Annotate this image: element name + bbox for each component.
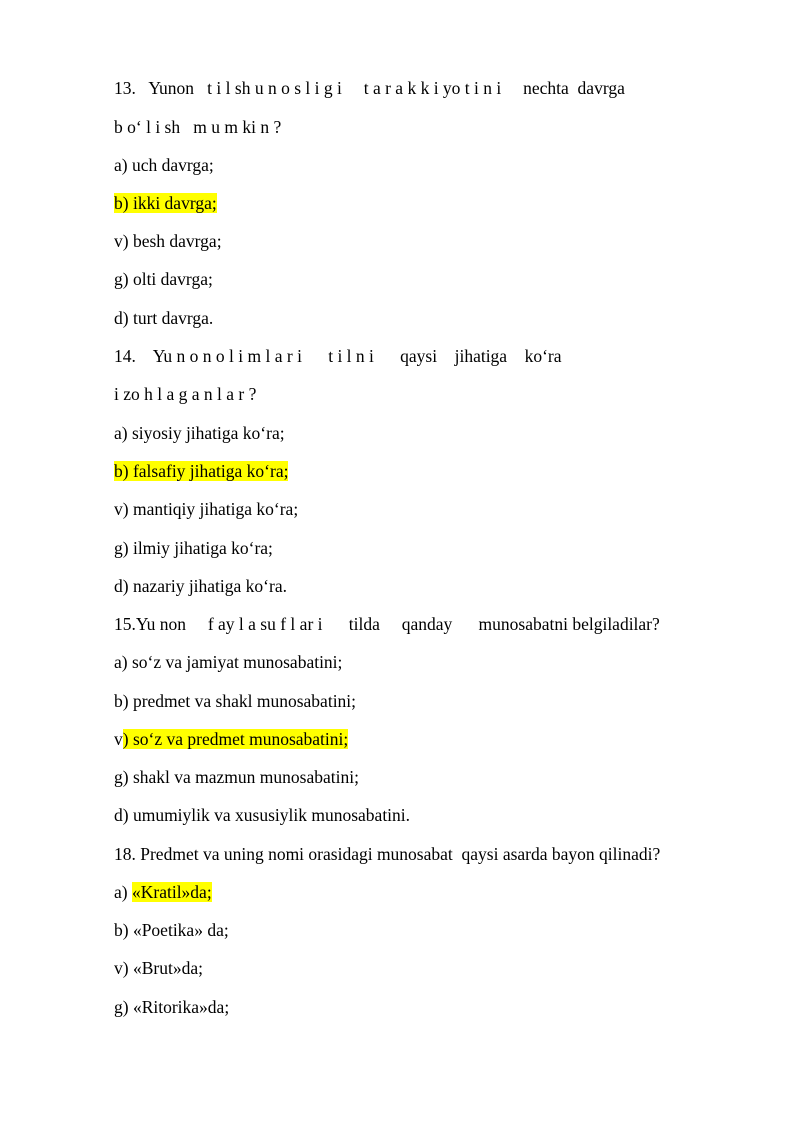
q14-option-v: v) mantiqiy jihatiga ko‘ra;	[114, 499, 299, 519]
q13-option-a: a) uch davrga;	[114, 155, 214, 175]
highlighted-answer: b) ikki davrga;	[114, 193, 217, 213]
option-prefix: v	[114, 729, 123, 749]
q13-option-v: v) besh davrga;	[114, 231, 222, 251]
q14-option-a: a) siyosiy jihatiga ko‘ra;	[114, 423, 285, 443]
q14-option-d: d) nazariy jihatiga ko‘ra.	[114, 576, 287, 596]
q18-option-g: g) «Ritorika»da;	[114, 997, 230, 1017]
q18-option-v: v) «Brut»da;	[114, 958, 203, 978]
q13-option-b-answer	[114, 192, 217, 214]
q18-option-a-answer	[114, 881, 212, 903]
question-15-line-1: 15.Yu non f ay l a su f l ar i tilda qanday munosabatni belgiladilar?	[114, 614, 660, 634]
q15-option-d: d) umumiylik va xususiylik munosabatini.	[114, 805, 411, 825]
q14-option-g: g) ilmiy jihatiga ko‘ra;	[114, 538, 273, 558]
highlighted-answer: ) so‘z va predmet munosabatini;	[122, 729, 349, 749]
question-18-line-1: 18. Predmet va uning nomi orasidagi munosabat qaysi asarda bayon qilinadi?	[114, 844, 661, 864]
highlighted-answer: «Kratil»da;	[131, 882, 212, 902]
option-prefix: a)	[114, 882, 132, 902]
q14-option-b-answer	[114, 460, 288, 482]
q13-option-d: d) turt davrga.	[114, 308, 214, 328]
q13-option-g: g) olti davrga;	[114, 269, 213, 289]
q15-option-v-answer	[114, 728, 348, 750]
question-13-line-1: 13. Yunon t i l sh u n o s l i g i t a r a k k i yo t i n i nechta davrga	[114, 78, 625, 98]
question-14-line-2: i zo h l a g a n l a r ?	[114, 384, 257, 404]
q18-option-b: b) «Poetika» da;	[114, 920, 229, 940]
q15-option-a: a) so‘z va jamiyat munosabatini;	[114, 652, 343, 672]
q15-option-b: b) predmet va shakl munosabatini;	[114, 691, 357, 711]
question-14-line-1: 14. Yu n o n o l i m l a r i t i l n i qaysi jihatiga ko‘ra	[114, 346, 562, 366]
q15-option-g: g) shakl va mazmun munosabatini;	[114, 767, 359, 787]
highlighted-answer: b) falsafiy jihatiga ko‘ra;	[114, 461, 289, 481]
question-13-line-2: b o‘ l i sh m u m ki n ?	[114, 117, 282, 137]
